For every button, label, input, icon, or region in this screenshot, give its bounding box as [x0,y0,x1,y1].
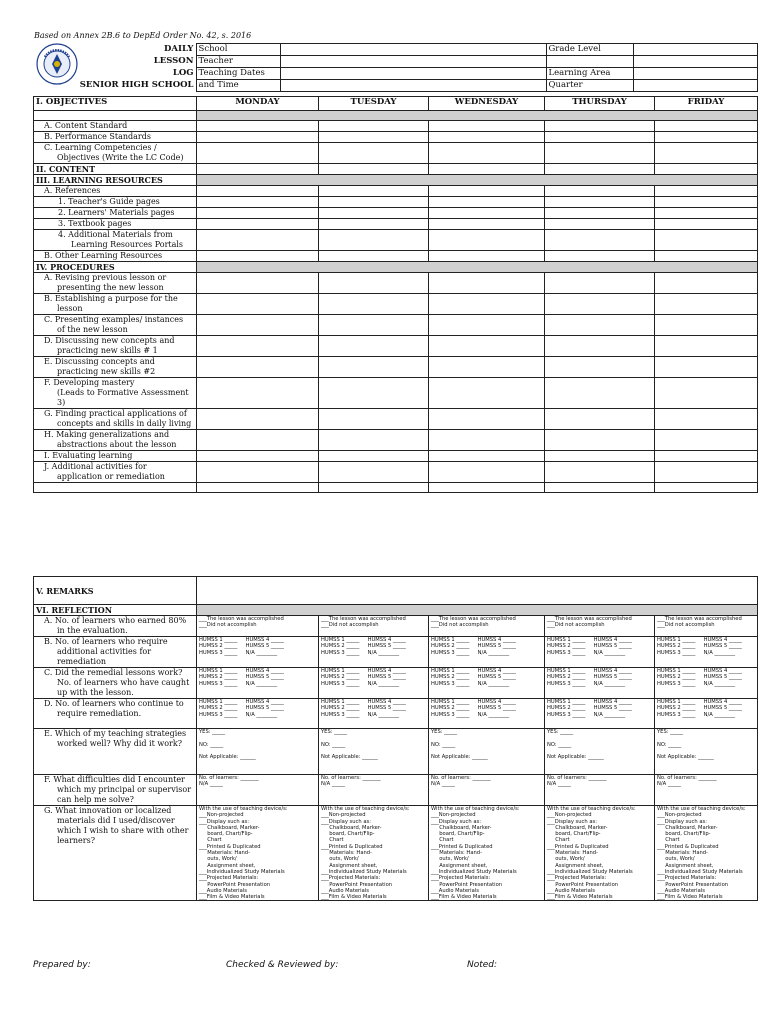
checked-reviewed-label: Checked & Reviewed by: [226,960,339,970]
entry[interactable] [545,315,655,336]
references: A. References [34,186,197,197]
entry[interactable] [319,430,429,451]
entry[interactable] [197,197,319,208]
pd-line2: practicing new skills # 1 [57,346,158,355]
entry[interactable] [545,219,655,230]
entry[interactable] [197,219,319,230]
entry[interactable] [197,294,319,315]
title-log: LOG [33,68,196,80]
entry[interactable] [319,132,429,143]
entry[interactable] [197,186,319,197]
pa-line2: presenting the new lesson [57,283,164,292]
humss-tally[interactable]: HUMSS 1 _____ HUMSS 4 _____ HUMSS 2 _____ HUMSS 5 _____ HUMSS 3 _____ N/A ________ [319,637,429,668]
entry[interactable] [429,208,545,219]
entry[interactable] [319,462,429,483]
teaching-dates-label: Teaching Dates [196,68,280,80]
entry[interactable] [429,219,545,230]
day-wednesday: WEDNESDAY [429,97,545,111]
entry[interactable] [197,164,319,175]
entry[interactable] [429,462,545,483]
proc-e [34,357,197,378]
humss-tally[interactable]: HUMSS 1 _____ HUMSS 4 _____ HUMSS 2 _____ HUMSS 5 _____ HUMSS 3 _____ N/A ________ [429,668,545,699]
entry[interactable] [429,357,545,378]
pf-line1: F. Developing mastery [44,378,135,387]
refl-f [34,775,197,806]
entry[interactable] [319,121,429,132]
learning-area-label: Learning Area [546,68,633,80]
proc-b [34,294,197,315]
entry[interactable] [545,230,655,251]
blank-label [546,56,633,68]
entry[interactable] [429,294,545,315]
entry[interactable] [655,219,758,230]
entry[interactable] [655,121,758,132]
rc-line3: up with the lesson. [57,688,134,697]
accomplish-checklist[interactable]: ___The lesson was accomplished ___Did not accomplish [545,616,655,637]
proc-j [34,462,197,483]
humss-tally[interactable]: HUMSS 1 _____ HUMSS 4 _____ HUMSS 2 _____ HUMSS 5 _____ HUMSS 3 _____ N/A ________ [197,637,319,668]
yes-no-tally[interactable]: YES: _____ NO: _____ Not Applicable: ______ [429,729,545,775]
rd-line2: require remediation. [57,709,142,718]
refl-a [34,616,197,637]
humss-tally[interactable]: HUMSS 1 _____ HUMSS 4 _____ HUMSS 2 _____ HUMSS 5 _____ HUMSS 3 _____ N/A ________ [319,699,429,729]
quarter-field[interactable] [633,80,757,92]
devices-checklist[interactable]: With the use of teaching device/s: ___Non-projected ___Display such as: Chalkboard, Marker- board, Chart/Flip- Chart ___Printed & Duplicated Materials: Hand- outs, Work/ Assignment sheet, ___Individualized Study Materials ___Projected Materials: PowerPoint Presentation ___Audio Materials ___Film & Video Materials [545,806,655,901]
header-table [33,43,758,92]
rd-line1: D. No. of learners who continue to [44,699,184,708]
title-shs: SENIOR HIGH SCHOOL [33,80,196,92]
entry[interactable] [545,409,655,430]
gray-band [197,175,758,186]
remarks-heading: V. REMARKS [34,577,197,605]
entry[interactable] [545,462,655,483]
entry[interactable] [429,336,545,357]
pg-line2: concepts and skills in daily living [57,419,192,428]
pc-line1: C. Presenting examples/ instances [44,315,184,324]
entry[interactable] [655,197,758,208]
humss-tally[interactable]: HUMSS 1 _____ HUMSS 4 _____ HUMSS 2 _____ HUMSS 5 _____ HUMSS 3 _____ N/A ________ [197,699,319,729]
refl-g [34,806,197,901]
performance-standards: B. Performance Standards [34,132,197,143]
re-line1: E. Which of my teaching strategies [44,729,187,738]
humss-tally[interactable]: HUMSS 1 _____ HUMSS 4 _____ HUMSS 2 _____ HUMSS 5 _____ HUMSS 3 _____ N/A ________ [545,699,655,729]
entry[interactable] [197,451,319,462]
entry[interactable] [319,483,429,493]
proc-f [34,378,197,409]
accomplish-checklist[interactable]: ___The lesson was accomplished ___Did not accomplish [429,616,545,637]
entry[interactable] [197,121,319,132]
pj-line1: J. Additional activities for [44,462,147,471]
entry[interactable] [545,336,655,357]
entry[interactable] [319,197,429,208]
ph-line1: H. Making generalizations and [44,430,170,439]
reflection-table [33,576,758,901]
entry[interactable] [197,230,319,251]
entry[interactable] [197,336,319,357]
day-tuesday: TUESDAY [319,97,429,111]
entry[interactable] [197,251,319,262]
learning-resources-heading: III. LEARNING RESOURCES [34,175,197,186]
entry[interactable] [655,315,758,336]
devices-checklist[interactable]: With the use of teaching device/s: ___Non-projected ___Display such as: Chalkboard, Marker- board, Chart/Flip- Chart ___Printed & Duplicated Materials: Hand- outs, Work/ Assignment sheet, ___Individualized Study Materials ___Projected Materials: PowerPoint Presentation ___Audio Materials ___Film & Video Materials [319,806,429,901]
additional-materials [34,230,197,251]
entry[interactable] [655,186,758,197]
prepared-by-label: Prepared by: [33,960,91,970]
lc-line1: C. Learning Competencies / [44,143,157,152]
textbook-pages: 3. Textbook pages [34,219,197,230]
entry[interactable] [197,143,319,164]
lc-line2: Objectives (Write the LC Code) [57,153,184,162]
teacher-field[interactable] [280,56,546,68]
blank-field[interactable] [633,56,757,68]
entry[interactable] [655,294,758,315]
entry[interactable] [545,251,655,262]
proc-g [34,409,197,430]
accomplish-checklist[interactable]: ___The lesson was accomplished ___Did not accomplish [655,616,758,637]
learners-tally[interactable]: No. of learners: _______ N/A _____ [319,775,429,806]
entry[interactable] [545,197,655,208]
gray-band [197,111,758,121]
blank-row [34,483,197,493]
entry[interactable] [197,208,319,219]
pf-line3: 3) [57,398,66,407]
entry[interactable] [655,208,758,219]
entry[interactable] [545,121,655,132]
humss-tally[interactable]: HUMSS 1 _____ HUMSS 4 _____ HUMSS 2 _____ HUMSS 5 _____ HUMSS 3 _____ N/A ________ [319,668,429,699]
ra-line1: A. No. of learners who earned 80% [44,616,187,625]
entry[interactable] [197,483,319,493]
entry[interactable] [655,132,758,143]
entry[interactable] [319,164,429,175]
refl-d [34,699,197,729]
entry[interactable] [655,273,758,294]
entry[interactable] [197,462,319,483]
entry[interactable] [429,451,545,462]
entry[interactable] [319,273,429,294]
entry[interactable] [429,121,545,132]
devices-checklist[interactable]: With the use of teaching device/s: ___Non-projected ___Display such as: Chalkboard, Marker- board, Chart/Flip- Chart ___Printed & Duplicated Materials: Hand- outs, Work/ Assignment sheet, ___Individualized Study Materials ___Projected Materials: PowerPoint Presentation ___Audio Materials ___Film & Video Materials [655,806,758,901]
teacher-label: Teacher [196,56,280,68]
entry[interactable] [319,409,429,430]
rf-line3: can help me solve? [57,795,134,804]
refl-b [34,637,197,668]
ph-line2: abstractions about the lesson [57,440,177,449]
entry[interactable] [429,251,545,262]
pe-line2: practicing new skills #2 [57,367,156,376]
yes-no-tally[interactable]: YES: _____ NO: _____ Not Applicable: ______ [197,729,319,775]
entry[interactable] [319,208,429,219]
day-thursday: THURSDAY [545,97,655,111]
teachers-guide-pages: 1. Teacher's Guide pages [34,197,197,208]
proc-h [34,430,197,451]
objectives-heading: I. OBJECTIVES [34,97,197,111]
entry[interactable] [197,273,319,294]
other-learning-resources: B. Other Learning Resources [34,251,197,262]
humss-tally[interactable]: HUMSS 1 _____ HUMSS 4 _____ HUMSS 2 _____ HUMSS 5 _____ HUMSS 3 _____ N/A ________ [655,637,758,668]
entry[interactable] [197,409,319,430]
entry[interactable] [319,143,429,164]
learners-materials-pages: 2. Learners' Materials pages [34,208,197,219]
annex-reference: Based on Annex 2B.6 to DepEd Order No. 42, s. 2016 [34,31,252,40]
entry[interactable] [429,378,545,409]
grade-level-label: Grade Level [546,44,633,56]
entry[interactable] [429,273,545,294]
entry[interactable] [655,336,758,357]
humss-tally[interactable]: HUMSS 1 _____ HUMSS 4 _____ HUMSS 2 _____ HUMSS 5 _____ HUMSS 3 _____ N/A ________ [655,699,758,729]
entry[interactable] [319,315,429,336]
entry[interactable] [545,294,655,315]
content-heading: II. CONTENT [34,164,197,175]
pa-line1: A. Revising previous lesson or [44,273,167,282]
entry[interactable] [545,451,655,462]
pe-line1: E. Discussing concepts and [44,357,155,366]
content-standard: A. Content Standard [34,121,197,132]
entry[interactable] [319,357,429,378]
pb-line2: lesson [57,304,83,313]
entry[interactable] [545,208,655,219]
entry[interactable] [545,273,655,294]
entry[interactable] [319,378,429,409]
entry[interactable] [655,164,758,175]
entry[interactable] [545,357,655,378]
entry[interactable] [545,143,655,164]
entry[interactable] [319,336,429,357]
quarter-label: Quarter [546,80,633,92]
title-daily: DAILY [33,44,196,56]
entry[interactable] [545,483,655,493]
rg-line1: G. What innovation or localized [44,806,172,815]
entry[interactable] [545,430,655,451]
entry[interactable] [545,164,655,175]
entry[interactable] [655,409,758,430]
entry[interactable] [655,462,758,483]
proc-c [34,315,197,336]
rc-line1: C. Did the remedial lessons work? [44,668,183,677]
entry[interactable] [545,378,655,409]
learners-tally[interactable]: No. of learners: _______ N/A _____ [197,775,319,806]
entry[interactable] [319,451,429,462]
day-monday: MONDAY [197,97,319,111]
entry[interactable] [429,315,545,336]
entry[interactable] [655,430,758,451]
humss-tally[interactable]: HUMSS 1 _____ HUMSS 4 _____ HUMSS 2 _____ HUMSS 5 _____ HUMSS 3 _____ N/A ________ [197,668,319,699]
rb-line1: B. No. of learners who require [44,637,168,646]
entry[interactable] [429,483,545,493]
re-line2: worked well? Why did it work? [57,739,182,748]
devices-checklist[interactable]: With the use of teaching device/s: ___Non-projected ___Display such as: Chalkboard, Marker- board, Chart/Flip- Chart ___Printed & Duplicated Materials: Hand- outs, Work/ Assignment sheet, ___Individualized Study Materials ___Projected Materials: PowerPoint Presentation ___Audio Materials ___Film & Video Materials [197,806,319,901]
accomplish-checklist[interactable]: ___The lesson was accomplished ___Did not accomplish [319,616,429,637]
entry[interactable] [197,357,319,378]
entry[interactable] [197,315,319,336]
humss-tally[interactable]: HUMSS 1 _____ HUMSS 4 _____ HUMSS 2 _____ HUMSS 5 _____ HUMSS 3 _____ N/A ________ [545,668,655,699]
rf-line2: which my principal or supervisor [57,785,192,794]
learners-tally[interactable]: No. of learners: _______ N/A _____ [429,775,545,806]
rf-line1: F. What difficulties did I encounter [44,775,185,784]
title-lesson: LESSON [33,56,196,68]
rg-line2: materials did I used/discover [57,816,175,825]
entry[interactable] [655,451,758,462]
entry[interactable] [429,430,545,451]
learners-tally[interactable]: No. of learners: _______ N/A _____ [655,775,758,806]
school-field[interactable] [280,44,546,56]
objectives-spacer [34,111,197,121]
am-line2: Learning Resources Portals [71,240,184,249]
entry[interactable] [545,186,655,197]
entry[interactable] [429,197,545,208]
entry[interactable] [655,230,758,251]
day-friday: FRIDAY [655,97,758,111]
accomplish-checklist[interactable]: ___The lesson was accomplished ___Did not accomplish [197,616,319,637]
am-line1: 4. Additional Materials from [58,230,173,239]
proc-d [34,336,197,357]
procedures-heading: IV. PROCEDURES [34,262,197,273]
gray-band [197,262,758,273]
entry[interactable] [655,251,758,262]
rb-line2: additional activities for [57,647,152,656]
entry[interactable] [655,357,758,378]
entry[interactable] [319,219,429,230]
yes-no-tally[interactable]: YES: _____ NO: _____ Not Applicable: ______ [545,729,655,775]
entry[interactable] [655,143,758,164]
entry[interactable] [319,186,429,197]
refl-c [34,668,197,699]
entry[interactable] [429,409,545,430]
entry[interactable] [319,294,429,315]
proc-i: I. Evaluating learning [34,451,197,462]
entry[interactable] [197,430,319,451]
entry[interactable] [429,230,545,251]
pd-line1: D. Discussing new concepts and [44,336,175,345]
pb-line1: B. Establishing a purpose for the [44,294,178,303]
rc-line2: No. of learners who have caught [57,678,190,687]
proc-a [34,273,197,294]
entry[interactable] [319,251,429,262]
entry[interactable] [429,164,545,175]
school-label: School [196,44,280,56]
devices-checklist[interactable]: With the use of teaching device/s: ___Non-projected ___Display such as: Chalkboard, Marker- board, Chart/Flip- Chart ___Printed & Duplicated Materials: Hand- outs, Work/ Assignment sheet, ___Individualized Study Materials ___Projected Materials: PowerPoint Presentation ___Audio Materials ___Film & Video Materials [429,806,545,901]
time-field[interactable] [280,80,546,92]
humss-tally[interactable]: HUMSS 1 _____ HUMSS 4 _____ HUMSS 2 _____ HUMSS 5 _____ HUMSS 3 _____ N/A ________ [545,637,655,668]
entry[interactable] [655,483,758,493]
entry[interactable] [197,378,319,409]
remarks-field[interactable] [197,577,758,605]
grade-level-field[interactable] [633,44,757,56]
entry[interactable] [655,378,758,409]
humss-tally[interactable]: HUMSS 1 _____ HUMSS 4 _____ HUMSS 2 _____ HUMSS 5 _____ HUMSS 3 _____ N/A ________ [655,668,758,699]
entry[interactable] [319,230,429,251]
entry[interactable] [197,132,319,143]
pc-line2: of the new lesson [57,325,128,334]
noted-label: Noted: [467,960,498,970]
pf-line2: (Leads to Formative Assessment [57,388,189,397]
yes-no-tally[interactable]: YES: _____ NO: _____ Not Applicable: ______ [655,729,758,775]
time-label: and Time [196,80,280,92]
pg-line1: G. Finding practical applications of [44,409,187,418]
refl-e [34,729,197,775]
teaching-dates-field[interactable] [280,68,546,80]
rg-line3: which I wish to share with other [57,826,189,835]
lesson-log-table [33,96,758,493]
learning-area-field[interactable] [633,68,757,80]
entry[interactable] [429,132,545,143]
yes-no-tally[interactable]: YES: _____ NO: _____ Not Applicable: ______ [319,729,429,775]
entry[interactable] [429,186,545,197]
ra-line2: in the evaluation. [57,626,128,635]
reflection-heading: VI. REFLECTION [34,605,197,616]
rb-line3: remediation [57,657,107,666]
learning-competencies [34,143,197,164]
entry[interactable] [545,132,655,143]
humss-tally[interactable]: HUMSS 1 _____ HUMSS 4 _____ HUMSS 2 _____ HUMSS 5 _____ HUMSS 3 _____ N/A ________ [429,637,545,668]
learners-tally[interactable]: No. of learners: _______ N/A _____ [545,775,655,806]
gray-band [197,605,758,616]
humss-tally[interactable]: HUMSS 1 _____ HUMSS 4 _____ HUMSS 2 _____ HUMSS 5 _____ HUMSS 3 _____ N/A ________ [429,699,545,729]
rg-line4: learners? [57,836,95,845]
entry[interactable] [429,143,545,164]
pj-line2: application or remediation [57,472,165,481]
